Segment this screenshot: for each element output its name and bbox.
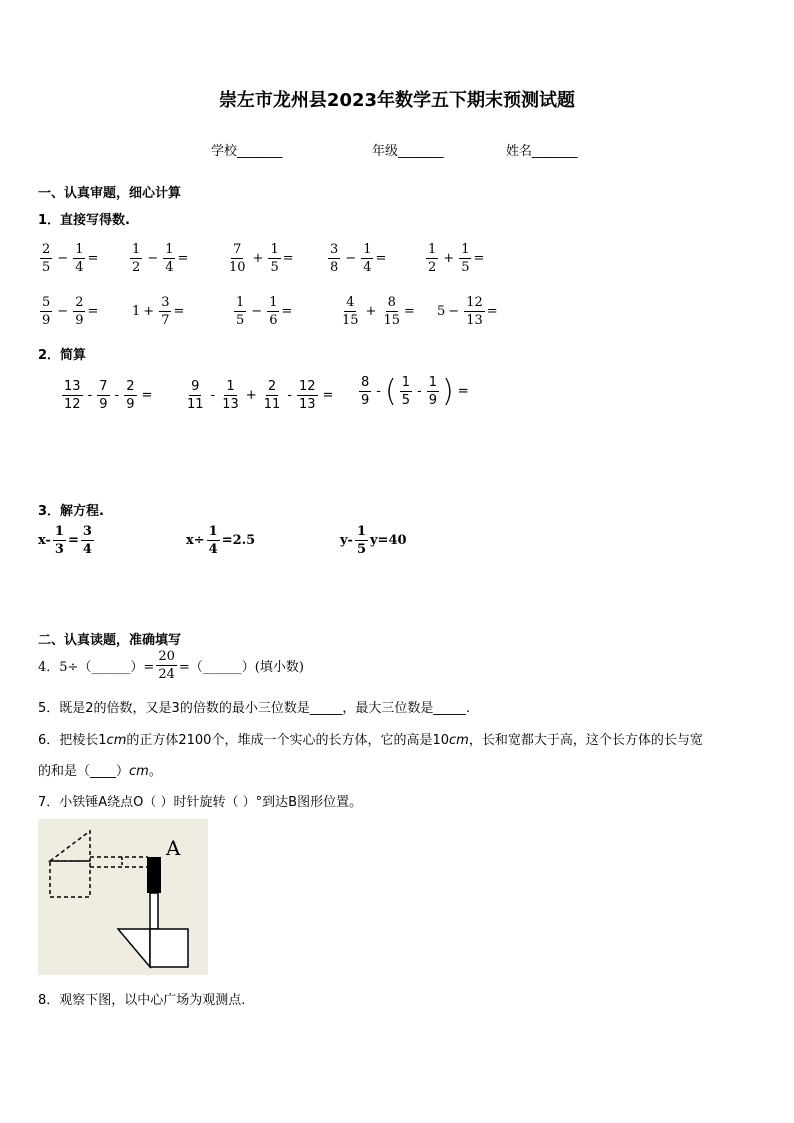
triangle-head	[118, 929, 150, 967]
hammer-handle	[150, 893, 158, 929]
q1-row1-item5: $\frac{1}{2}$ + $\frac{1}{5}$ =	[428, 242, 485, 275]
question-4: 4．5÷（______）= $\frac{20}{24}$ =（______）(填小数)	[38, 649, 304, 682]
q2-expression-2: $\frac{9}{11}$ - $\frac{1}{13}$ + $\frac{2}{11}$ - $\frac{12}{13}$ =	[187, 379, 334, 412]
question-8: 8．观察下图，以中心广场为观测点.	[38, 993, 246, 1008]
q1-row1-item1: $\frac{2}{5}$ − $\frac{1}{4}$ =	[42, 242, 99, 275]
question-6-line-2: 的和是（____）cm。	[38, 764, 162, 779]
q2-expression-3: $\frac{8}{9}$ - ( $\frac{1}{5}$ - $\frac{1}{9}$ ) =	[361, 373, 469, 409]
hammer-rotation-figure	[38, 819, 208, 975]
q1-row2-item4: $\frac{4}{15}$ + $\frac{8}{15}$ =	[342, 295, 415, 328]
dashed-triangle-head	[50, 831, 90, 861]
school-field: 学校_______	[211, 144, 283, 159]
hammer-grip	[147, 857, 161, 893]
question-7: 7．小铁锤A绕点O（ ）时针旋转（ ）°到达B图形位置。	[38, 795, 363, 810]
q3-equation-3: y- $\frac{1}{5}$ y=40	[340, 524, 407, 557]
q3-equation-2: x÷ $\frac{1}{4}$ =2.5	[186, 524, 256, 557]
question-3-label: 3．解方程.	[38, 504, 104, 519]
q1-row1-item3: $\frac{7}{10}$ + $\frac{1}{5}$ =	[229, 242, 294, 275]
dashed-square-head	[50, 861, 90, 897]
q1-row2-item2: 1 + $\frac{3}{7}$ =	[132, 295, 185, 328]
question-6-line-1: 6．把棱长1cm的正方体2100个，堆成一个实心的长方体，它的高是10cm，长和宽都大于高，这个长方体的长与宽	[38, 733, 703, 748]
section-1-heading: 一、认真审题，细心计算	[38, 186, 182, 201]
q1-row2-item5: 5 − $\frac{12}{13}$ =	[437, 295, 498, 328]
square-head	[150, 929, 188, 967]
q1-row2-item3: $\frac{1}{5}$ − $\frac{1}{6}$ =	[236, 295, 293, 328]
section-2-heading: 二、认真读题，准确填写	[38, 633, 182, 648]
page-title: 崇左市龙州县2023年数学五下期末预测试题	[218, 90, 576, 111]
q3-equation-1: x- $\frac{1}{3}$ = $\frac{3}{4}$	[38, 524, 92, 557]
q1-row1-item4: $\frac{3}{8}$ − $\frac{1}{4}$ =	[330, 242, 387, 275]
hammer-rotation-diagram	[38, 819, 208, 975]
question-5: 5．既是2的倍数，又是3的倍数的最小三位数是_____，最大三位数是_____.	[38, 701, 470, 716]
q1-row1-item2: $\frac{1}{2}$ − $\frac{1}{4}$ =	[132, 242, 189, 275]
grade-field: 年级_______	[372, 144, 444, 159]
q1-row2-item1: $\frac{5}{9}$ − $\frac{2}{9}$ =	[42, 295, 99, 328]
question-2-label: 2．简算	[38, 348, 87, 363]
name-field: 姓名_______	[506, 144, 578, 159]
question-1-label: 1．直接写得数.	[38, 213, 130, 228]
q2-expression-1: $\frac{13}{12}$ - $\frac{7}{9}$ - $\frac{2}{9}$ =	[64, 379, 153, 412]
label-a: A	[166, 836, 181, 860]
